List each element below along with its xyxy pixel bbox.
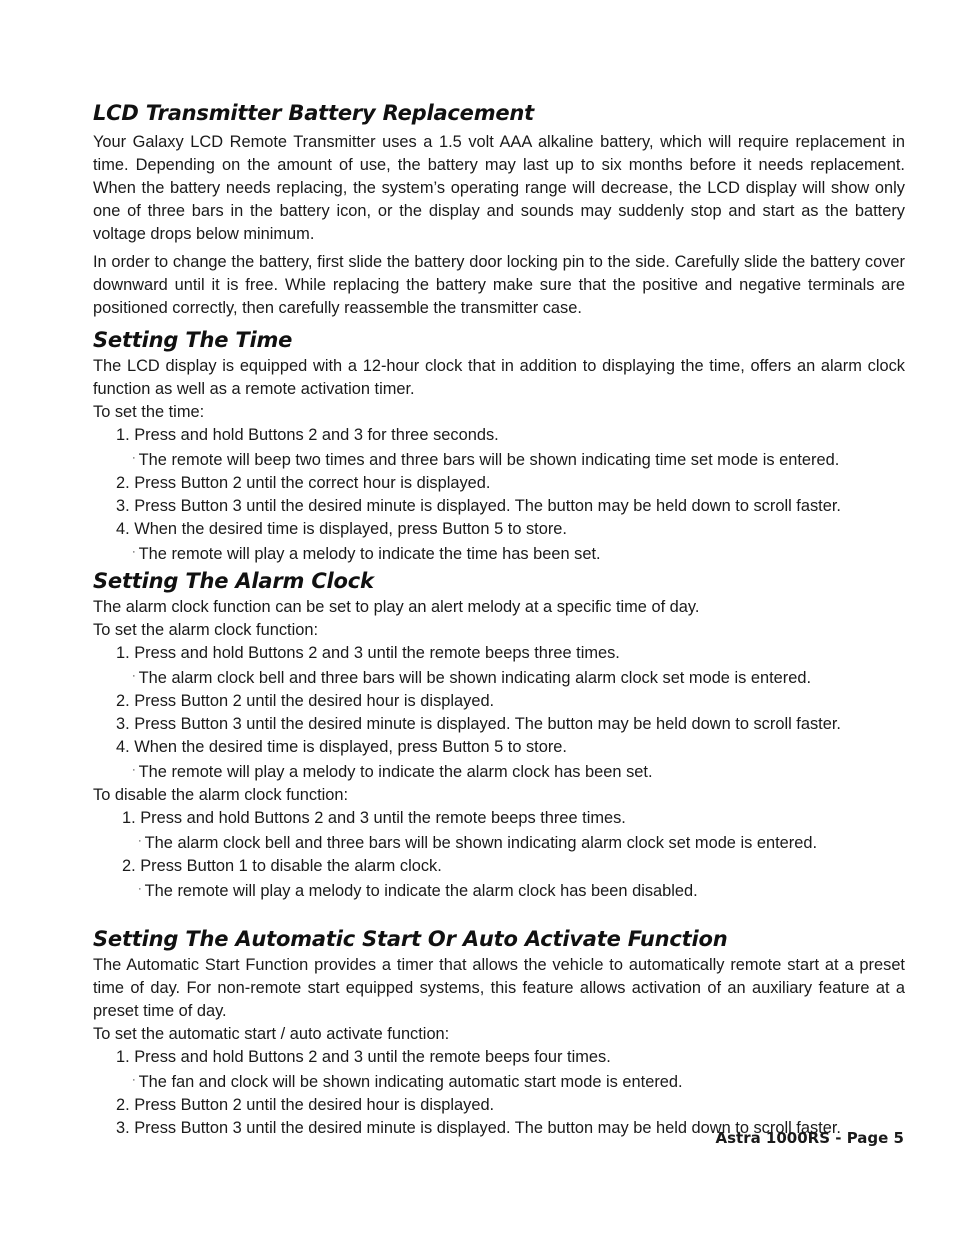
alarm-disable-bullet-2: · The remote will play a melody to indicate the alarm clock has been disabled. (138, 882, 698, 900)
alarm-disable-lead: To disable the alarm clock function: (93, 786, 349, 804)
page-footer: Astra 1000RS - Page 5 (715, 1129, 904, 1147)
alarm-disable-bullet-1: · The alarm clock bell and three bars will be shown indicating alarm clock set mode is entered. (138, 834, 818, 852)
battery-paragraph-1: Your Galaxy LCD Remote Transmitter uses a 1.5 volt AAA alkaline battery, which will require replacement in time. Depending on the amount of use, the battery may last up to six months before it needs replacement. When the battery needs replacing, the system’s operating range will decrease, the LCD display will show only one of three bars in the battery icon, or the display and sounds may suddenly stop and start as the battery voltage drops below minimum. (93, 133, 905, 243)
alarm-step-2: 2. Press Button 2 until the desired hour is displayed. (116, 692, 495, 710)
time-bullet-1: · The remote will beep two times and three bars will be shown indicating time set mode is entered. (132, 451, 840, 469)
alarm-step-3: 3. Press Button 3 until the desired minute is displayed. The button may be held down to scroll faster. (116, 715, 841, 733)
alarm-disable-step-1: 1. Press and hold Buttons 2 and 3 until the remote beeps three times. (122, 809, 626, 827)
time-intro: The LCD display is equipped with a 12-hour clock that in addition to displaying the time, offers an alarm clock function as well as a remote activation timer. (93, 357, 905, 398)
alarm-step-1: 1. Press and hold Buttons 2 and 3 until the remote beeps three times. (116, 644, 620, 662)
alarm-lead: To set the alarm clock function: (93, 621, 319, 639)
section-spacer (93, 903, 905, 924)
autostart-step-3: 3. Press Button 3 until the desired minute is displayed. The button may be held down to scroll faster. (116, 1119, 841, 1137)
alarm-intro: The alarm clock function can be set to play an alert melody at a specific time of day. (93, 598, 700, 616)
bullet-icon: · (132, 452, 136, 464)
bullet-icon: · (138, 883, 142, 895)
autostart-lead: To set the automatic start / auto activate function: (93, 1025, 450, 1043)
battery-heading: LCD Transmitter Battery Replacement (93, 101, 535, 125)
bullet-icon: · (132, 546, 136, 558)
time-lead: To set the time: (93, 403, 205, 421)
alarm-disable-step-2: 2. Press Button 1 to disable the alarm clock. (122, 857, 442, 875)
bullet-icon: · (132, 1074, 136, 1086)
page-content (93, 98, 905, 1140)
battery-paragraph-2: In order to change the battery, first slide the battery door locking pin to the side. Carefully slide the battery cover downward until it is free. While replacing the battery make sure that the positive and negative terminals are positioned correctly, then carefully reassemble the transmitter case. (93, 253, 905, 317)
time-bullet-4: · The remote will play a melody to indicate the time has been set. (132, 545, 601, 563)
autostart-heading: Setting The Automatic Start Or Auto Activate Function (93, 927, 728, 951)
alarm-heading: Setting The Alarm Clock (93, 569, 374, 593)
time-step-4: 4. When the desired time is displayed, press Button 5 to store. (116, 520, 567, 538)
autostart-step-1: 1. Press and hold Buttons 2 and 3 until the remote beeps four times. (116, 1048, 611, 1066)
autostart-step-2: 2. Press Button 2 until the desired hour is displayed. (116, 1096, 495, 1114)
autostart-intro: The Automatic Start Function provides a timer that allows the vehicle to automatically remote start at a preset time of day. For non-remote start equipped systems, this feature allows activation of an auxiliary feature at a preset time of day. (93, 956, 905, 1020)
time-step-1: 1. Press and hold Buttons 2 and 3 for three seconds. (116, 426, 499, 444)
alarm-step-4: 4. When the desired time is displayed, press Button 5 to store. (116, 738, 567, 756)
alarm-bullet-4: · The remote will play a melody to indicate the alarm clock has been set. (132, 763, 653, 781)
autostart-bullet-1: · The fan and clock will be shown indicating automatic start mode is entered. (132, 1073, 683, 1091)
bullet-icon: · (138, 835, 142, 847)
time-heading: Setting The Time (93, 328, 293, 352)
bullet-icon: · (132, 764, 136, 776)
time-step-3: 3. Press Button 3 until the desired minute is displayed. The button may be held down to scroll faster. (116, 497, 841, 515)
alarm-bullet-1: · The alarm clock bell and three bars will be shown indicating alarm clock set mode is entered. (132, 669, 812, 687)
bullet-icon: · (132, 670, 136, 682)
time-step-2: 2. Press Button 2 until the correct hour is displayed. (116, 474, 491, 492)
